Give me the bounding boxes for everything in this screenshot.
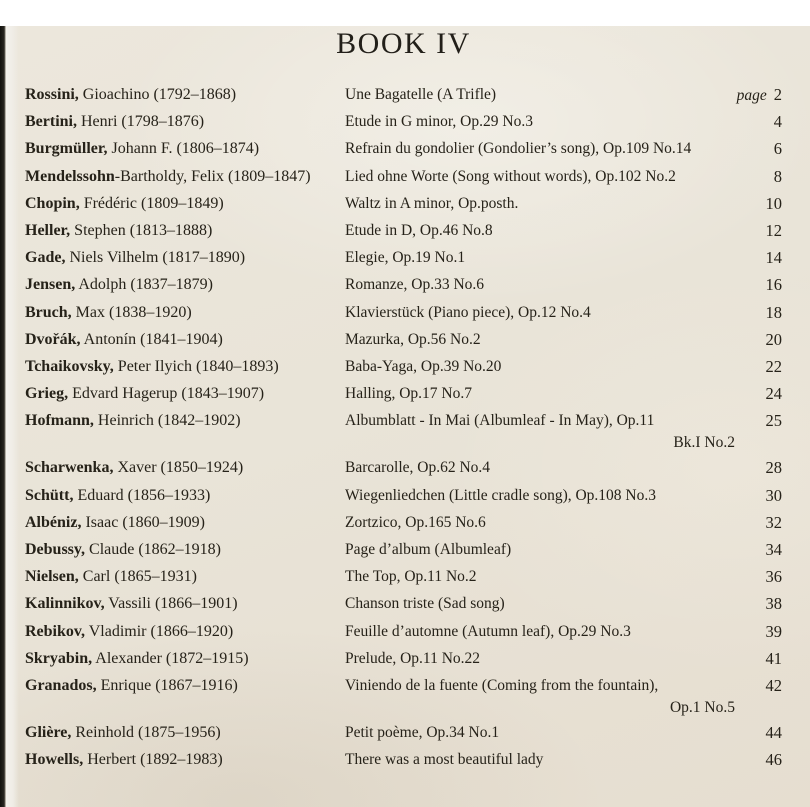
toc-entry-row	[25, 299, 782, 326]
toc-entry-row	[25, 482, 782, 509]
page-number-cell	[720, 746, 782, 773]
work-title: Elegie, Op.19 No.1	[345, 249, 466, 267]
composer-surname: Dvořák,	[25, 330, 81, 348]
page-number: 34	[765, 540, 782, 559]
composer-surname: Chopin,	[25, 194, 80, 212]
work-title: Refrain du gondolier (Gondolier’s song), Op.109 No.14	[345, 140, 692, 158]
page-number-cell	[720, 353, 782, 380]
page-number-cell	[720, 618, 782, 645]
page-number: 38	[765, 594, 782, 614]
page-word-label: page	[736, 87, 767, 104]
work-title: Etude in D, Op.46 No.8	[345, 221, 493, 239]
page-number: 10	[765, 193, 782, 213]
composer-surname: Skryabin,	[25, 649, 93, 667]
composer-surname: Rossini,	[25, 86, 79, 103]
work-title: Etude in G minor, Op.29 No.3	[345, 113, 533, 131]
composer-surname: Bruch,	[25, 303, 72, 321]
work-title: Chanson triste (Sad song)	[345, 595, 505, 613]
composer-given-dates: Heinrich (1842–1902)	[93, 412, 241, 430]
composer-name	[25, 380, 345, 407]
toc-entry-row	[25, 563, 782, 590]
page-number-cell	[720, 536, 782, 563]
composer-surname: Bertini,	[25, 113, 77, 131]
composer-given-dates: Gioachino (1792–1868)	[78, 86, 237, 103]
page-number-cell	[720, 163, 782, 190]
composer-name	[25, 135, 345, 162]
composer-name	[25, 509, 345, 536]
composer-name	[25, 590, 345, 617]
page-number-cell	[720, 135, 782, 162]
composer-name	[25, 299, 345, 326]
composer-given-dates: Frédéric (1809–1849)	[79, 194, 224, 212]
composer-name	[25, 407, 345, 434]
page-number-cell	[720, 244, 782, 271]
composer-name	[25, 326, 345, 353]
page-number: 18	[765, 302, 782, 322]
composer-name	[25, 81, 345, 108]
toc-entry-row	[25, 509, 782, 536]
page-number-cell	[720, 590, 782, 617]
composer-name	[25, 108, 345, 135]
toc-entry-row	[25, 719, 782, 746]
composer-surname: Burgmüller,	[25, 140, 108, 158]
page-number-cell	[720, 719, 782, 746]
toc-entry-row	[25, 590, 782, 617]
composer-surname: Grieg,	[25, 385, 69, 403]
page-number: 16	[765, 275, 782, 295]
page-number: 8	[773, 166, 782, 186]
composer-given-dates: Henri (1798–1876)	[77, 113, 205, 131]
work-continuation: Bk.I No.2	[673, 434, 735, 452]
page-number: 2	[773, 85, 782, 104]
page-number: 20	[765, 329, 782, 349]
toc-entry-row	[25, 81, 782, 108]
work-title: Une Bagatelle (A Trifle)	[345, 86, 497, 103]
composer-surname: Debussy,	[25, 541, 86, 558]
composer-name	[25, 454, 345, 481]
composer-given-dates: Stephen (1813–1888)	[70, 221, 213, 239]
page-number-cell	[720, 563, 782, 590]
work-title: Klavierstück (Piano piece), Op.12 No.4	[345, 303, 591, 321]
toc-entry-row	[25, 217, 782, 244]
toc-entry-row	[25, 746, 782, 773]
composer-surname: Albéniz,	[25, 513, 82, 531]
toc-entry-row	[25, 536, 782, 563]
composer-surname: Rebikov,	[25, 622, 86, 640]
composer-given-dates: -Bartholdy, Felix (1809–1847)	[114, 167, 311, 185]
composer-given-dates: Edvard Hagerup (1843–1907)	[68, 385, 265, 403]
page-number: 28	[765, 458, 782, 478]
composer-surname: Heller,	[25, 221, 71, 239]
composer-surname: Scharwenka,	[25, 459, 114, 477]
toc-entry-row	[25, 407, 782, 434]
page-number-cell	[720, 217, 782, 244]
composer-given-dates: Niels Vilhelm (1817–1890)	[65, 249, 246, 267]
page-number-cell	[720, 108, 782, 135]
page-number: 4	[773, 112, 782, 132]
composer-given-dates: Isaac (1860–1909)	[81, 513, 205, 531]
page-number-cell	[720, 407, 782, 434]
toc-entry-row	[25, 672, 782, 699]
page-number: 42	[765, 675, 782, 695]
page-number-cell	[720, 326, 782, 353]
page-number-cell	[720, 380, 782, 407]
composer-surname: Kalinnikov,	[25, 595, 105, 613]
composer-name	[25, 536, 345, 563]
composer-name	[25, 645, 345, 672]
work-title: Waltz in A minor, Op.posth.	[345, 194, 519, 212]
work-title: Albumblatt - In Mai (Albumleaf - In May), Op.11	[345, 412, 655, 430]
page-number-cell	[720, 482, 782, 509]
toc-entry-row	[25, 108, 782, 135]
work-title: The Top, Op.11 No.2	[345, 568, 477, 586]
toc-entry-row	[25, 271, 782, 298]
work-title: Barcarolle, Op.62 No.4	[345, 459, 491, 477]
toc-entry-row	[25, 380, 782, 407]
work-title: Romanze, Op.33 No.6	[345, 276, 485, 294]
composer-surname: Mendelssohn	[25, 167, 115, 185]
composer-given-dates: Carl (1865–1931)	[78, 568, 197, 586]
composer-name	[25, 746, 345, 773]
toc-entry-row	[25, 163, 782, 190]
page-number: 14	[765, 248, 782, 268]
toc-entry-row	[25, 244, 782, 271]
composer-given-dates: Peter Ilyich (1840–1893)	[113, 357, 279, 375]
page-number: 24	[765, 384, 782, 404]
composer-name	[25, 482, 345, 509]
work-title: Page d’album (Albumleaf)	[345, 541, 512, 558]
composer-name	[25, 618, 345, 645]
toc-list	[25, 81, 782, 774]
work-title: Wiegenliedchen (Little cradle song), Op.108 No.3	[345, 486, 656, 504]
composer-given-dates: Alexander (1872–1915)	[92, 649, 249, 667]
page-number: 25	[765, 411, 782, 431]
composer-surname: Jensen,	[25, 276, 76, 294]
toc-entry-continuation-row	[25, 699, 782, 719]
composer-given-dates: Reinhold (1875–1956)	[71, 724, 221, 742]
toc-entry-row	[25, 135, 782, 162]
composer-surname: Nielsen,	[25, 568, 79, 586]
composer-name	[25, 217, 345, 244]
composer-given-dates: Herbert (1892–1983)	[83, 751, 223, 769]
page-number: 32	[765, 512, 782, 532]
composer-surname: Glière,	[25, 724, 72, 742]
work-title: Feuille d’automne (Autumn leaf), Op.29 No.3	[345, 622, 631, 640]
composer-name	[25, 672, 345, 699]
work-title: Mazurka, Op.56 No.2	[345, 330, 481, 348]
work-title: There was a most beautiful lady	[345, 751, 544, 769]
toc-entry-row	[25, 353, 782, 380]
page-number-cell	[720, 190, 782, 217]
page-number-cell	[720, 509, 782, 536]
work-title: Zortzico, Op.165 No.6	[345, 513, 486, 531]
toc-entry-row	[25, 326, 782, 353]
page-number: 46	[765, 750, 782, 770]
composer-name	[25, 563, 345, 590]
page-number: 22	[765, 356, 782, 376]
page-number-cell	[720, 299, 782, 326]
composer-given-dates: Adolph (1837–1879)	[75, 276, 214, 294]
work-title: Prelude, Op.11 No.22	[345, 649, 481, 667]
page-title: BOOK IV	[336, 27, 471, 60]
page-content	[0, 26, 810, 774]
work-title: Viniendo de la fuente (Coming from the fountain),	[345, 676, 659, 694]
page-number-cell	[720, 645, 782, 672]
composer-given-dates: Enrique (1867–1916)	[96, 676, 238, 694]
page-number: 12	[765, 220, 782, 240]
composer-given-dates: Xaver (1850–1924)	[113, 459, 244, 477]
composer-surname: Schütt,	[25, 486, 74, 504]
work-title: Baba-Yaga, Op.39 No.20	[345, 357, 502, 375]
page-number-cell	[720, 454, 782, 481]
toc-entry-continuation-row	[25, 434, 782, 454]
page-number: 41	[765, 648, 782, 668]
composer-given-dates: Antonín (1841–1904)	[80, 330, 223, 348]
page-number-cell	[720, 81, 782, 108]
page-number: 36	[765, 567, 782, 587]
composer-name	[25, 244, 345, 271]
toc-entry-row	[25, 618, 782, 645]
composer-given-dates: Vassili (1866–1901)	[104, 595, 238, 613]
toc-entry-row	[25, 190, 782, 217]
page-number-cell	[720, 271, 782, 298]
page-number: 39	[765, 621, 782, 641]
toc-entry-row	[25, 645, 782, 672]
composer-given-dates: Claude (1862–1918)	[85, 541, 222, 558]
composer-given-dates: Eduard (1856–1933)	[73, 486, 211, 504]
composer-surname: Hofmann,	[25, 412, 94, 430]
page-number-cell	[720, 672, 782, 699]
scanned-book-page	[0, 26, 810, 807]
composer-given-dates: Johann F. (1806–1874)	[107, 140, 260, 158]
composer-name	[25, 719, 345, 746]
work-continuation: Op.1 No.5	[669, 699, 735, 717]
work-title: Petit poème, Op.34 No.1	[345, 724, 500, 742]
composer-surname: Gade,	[25, 249, 66, 267]
composer-name	[25, 353, 345, 380]
composer-name	[25, 163, 345, 190]
toc-entry-row	[25, 454, 782, 481]
work-title: Halling, Op.17 No.7	[345, 385, 473, 403]
page-number: 30	[765, 485, 782, 505]
composer-given-dates: Max (1838–1920)	[71, 303, 192, 321]
composer-name	[25, 271, 345, 298]
page-number: 6	[773, 139, 782, 159]
composer-name	[25, 190, 345, 217]
composer-surname: Granados,	[25, 676, 97, 694]
composer-given-dates: Vladimir (1866–1920)	[85, 622, 234, 640]
page-number: 44	[765, 723, 782, 743]
work-title: Lied ohne Worte (Song without words), Op.102 No.2	[345, 167, 676, 185]
composer-surname: Tchaikovsky,	[25, 357, 114, 375]
composer-surname: Howells,	[25, 751, 84, 769]
